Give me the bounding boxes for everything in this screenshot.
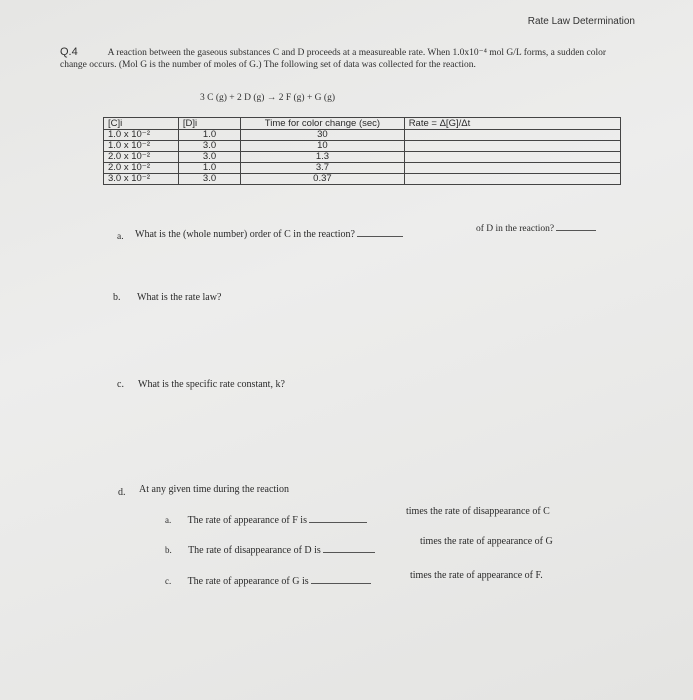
part-d-item-tail: times the rate of appearance of G bbox=[420, 536, 553, 547]
cell-rate[interactable] bbox=[404, 130, 620, 141]
part-c-label: c. bbox=[117, 379, 124, 390]
part-d-item-tail: times the rate of disappearance of C bbox=[406, 506, 550, 517]
cell-rate[interactable] bbox=[404, 141, 620, 152]
cell-d: 3.0 bbox=[178, 141, 240, 152]
table-row bbox=[104, 152, 621, 163]
answer-blank-order-c[interactable] bbox=[357, 236, 403, 237]
cell-c: 1.0 x 10⁻² bbox=[104, 130, 179, 141]
cell-c: 2.0 x 10⁻² bbox=[104, 163, 179, 174]
cell-d: 3.0 bbox=[178, 152, 240, 163]
cell-rate[interactable] bbox=[404, 152, 620, 163]
header-d: [D]i bbox=[178, 118, 240, 130]
part-a-label: a. bbox=[117, 232, 124, 242]
question-block bbox=[60, 46, 630, 71]
part-d-item bbox=[165, 576, 371, 587]
header-time: Time for color change (sec) bbox=[241, 118, 405, 130]
header-rate: Rate = Δ[G]/Δt bbox=[404, 118, 620, 130]
cell-c: 3.0 x 10⁻² bbox=[104, 174, 179, 185]
part-b-label: b. bbox=[113, 292, 121, 303]
part-b-question: What is the rate law? bbox=[137, 292, 222, 303]
table-row bbox=[104, 163, 621, 174]
cell-rate[interactable] bbox=[404, 163, 620, 174]
header-title: Rate Law Determination bbox=[527, 16, 635, 27]
part-d-item bbox=[165, 545, 375, 556]
answer-blank-d-vs-g[interactable] bbox=[323, 552, 375, 553]
answer-blank-f-vs-c[interactable] bbox=[309, 522, 367, 523]
answer-blank-g-vs-f[interactable] bbox=[311, 583, 371, 584]
question-number: Q.4 bbox=[60, 46, 78, 58]
cell-time: 3.7 bbox=[241, 163, 405, 174]
answer-blank-order-d[interactable] bbox=[556, 230, 596, 231]
part-c-question: What is the specific rate constant, k? bbox=[138, 379, 285, 390]
part-d-item bbox=[165, 515, 367, 526]
question-text: A reaction between the gaseous substances C and D proceeds at a measureable rate. When 1.0x10⁻⁴ mol G/L forms, a sudden color change occurs. (Mol G is the number of moles of G.) The following set of data was collected for the reaction. bbox=[60, 48, 607, 70]
table-header-row bbox=[104, 118, 621, 130]
part-d-item-text: The rate of appearance of G is bbox=[187, 576, 309, 587]
cell-c: 1.0 x 10⁻² bbox=[104, 141, 179, 152]
cell-time: 1.3 bbox=[241, 152, 405, 163]
part-a-question-d bbox=[476, 224, 596, 234]
part-d-item-text: The rate of appearance of F is bbox=[187, 515, 307, 526]
part-d-item-text: The rate of disappearance of D is bbox=[188, 545, 321, 556]
data-table bbox=[103, 117, 621, 185]
part-a-text-d: of D in the reaction? bbox=[476, 224, 555, 234]
cell-c: 2.0 x 10⁻² bbox=[104, 152, 179, 163]
cell-time: 10 bbox=[241, 141, 405, 152]
part-d-item-label: a. bbox=[165, 515, 172, 525]
part-d-item-label: c. bbox=[165, 576, 172, 586]
part-a-text: What is the (whole number) order of C in the reaction? bbox=[135, 229, 355, 240]
header-c: [C]i bbox=[104, 118, 179, 130]
cell-d: 1.0 bbox=[178, 163, 240, 174]
table-row bbox=[104, 141, 621, 152]
part-a-question bbox=[135, 229, 403, 240]
cell-rate[interactable] bbox=[404, 174, 620, 185]
cell-d: 1.0 bbox=[178, 130, 240, 141]
part-d-question: At any given time during the reaction bbox=[139, 484, 289, 495]
cell-time: 0.37 bbox=[241, 174, 405, 185]
part-d-item-label: b. bbox=[165, 545, 172, 555]
part-d-item-tail: times the rate of appearance of F. bbox=[410, 570, 543, 581]
cell-d: 3.0 bbox=[178, 174, 240, 185]
table-row bbox=[104, 174, 621, 185]
part-d-label: d. bbox=[118, 487, 126, 498]
cell-time: 30 bbox=[241, 130, 405, 141]
reaction-equation: 3 C (g) + 2 D (g) → 2 F (g) + G (g) bbox=[200, 93, 335, 103]
table-row bbox=[104, 130, 621, 141]
